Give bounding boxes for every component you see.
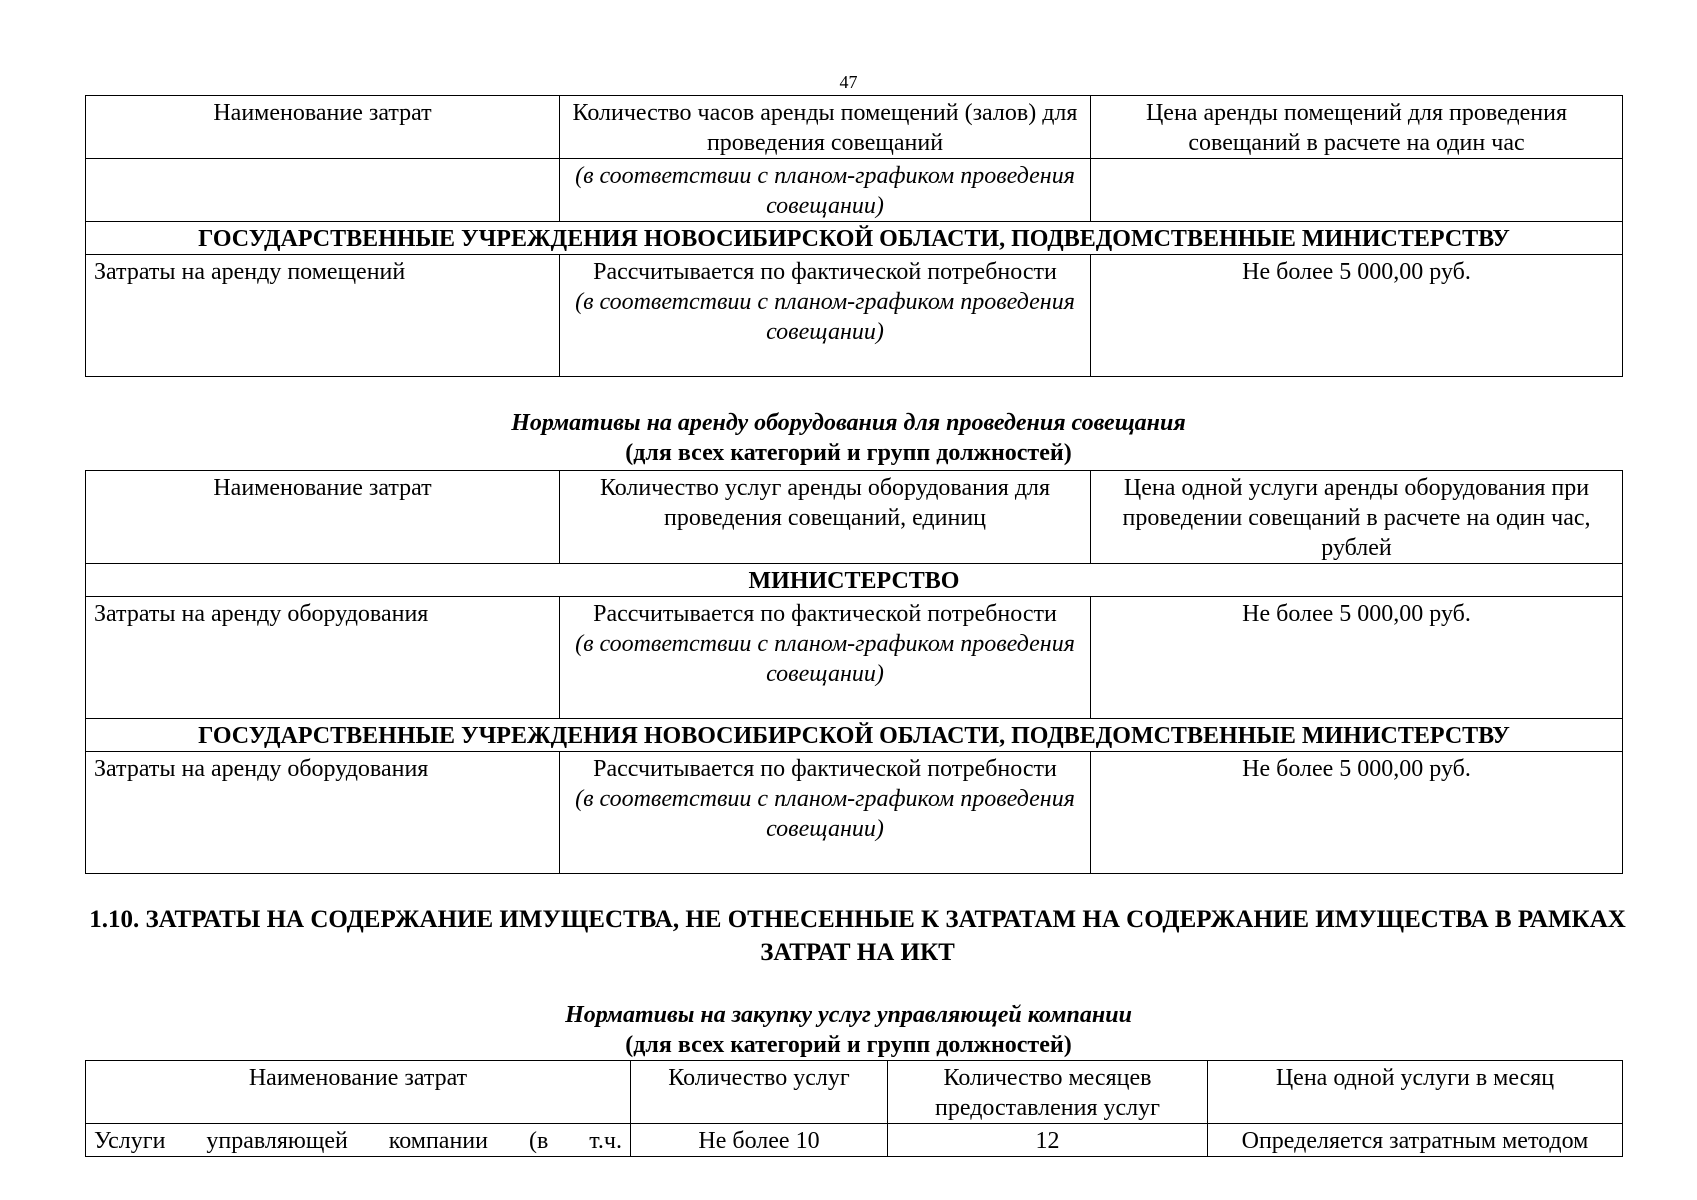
cell-quantity: Не более 10 — [631, 1124, 888, 1157]
page-number: 47 — [839, 72, 858, 92]
section-row — [86, 719, 1623, 752]
quantity-note-text: (в соответствии с планом-графиком проведения совещании) — [575, 786, 1075, 842]
section-row — [86, 564, 1623, 597]
quantity-text: Рассчитывается по фактической потребности — [593, 756, 1057, 782]
cell-quantity-note — [560, 159, 1091, 222]
equipment-rent-table — [85, 470, 1623, 874]
heading-subtitle: (для всех категорий и групп должностей) — [625, 1032, 1072, 1058]
table-header-row — [86, 471, 1623, 564]
cell-price: Не более 5 000,00 руб. — [1091, 255, 1623, 377]
cell-cost-name: Затраты на аренду оборудования — [86, 597, 560, 719]
cell-quantity — [560, 255, 1091, 377]
header-service-quantity: Количество услуг аренды оборудования для проведения совещаний, единиц — [560, 471, 1091, 564]
equipment-rent-heading — [0, 408, 1697, 468]
cell-months: 12 — [888, 1124, 1208, 1157]
quantity-text: Рассчитывается по фактической потребности — [593, 259, 1057, 285]
cell-quantity — [560, 597, 1091, 719]
quantity-note-text: (в соответствии с планом-графиком проведения совещании) — [575, 289, 1075, 345]
header-cost-name: Наименование затрат — [86, 96, 560, 159]
cell-cost-name: Затраты на аренду оборудования — [86, 752, 560, 874]
header-hour-price: Цена аренды помещений для проведения совещаний в расчете на один час — [1091, 96, 1623, 159]
section-institutions: ГОСУДАРСТВЕННЫЕ УЧРЕЖДЕНИЯ НОВОСИБИРСКОЙ ОБЛАСТИ, ПОДВЕДОМСТВЕННЫЕ МИНИСТЕРСТВУ — [86, 222, 1623, 255]
premises-rent-table — [85, 95, 1623, 377]
header-cost-name: Наименование затрат — [86, 471, 560, 564]
header-cost-name: Наименование затрат — [86, 1061, 631, 1124]
cell-price: Определяется затратным методом — [1208, 1124, 1623, 1157]
header-hours-quantity: Количество часов аренды помещений (залов) для проведения совещаний — [560, 96, 1091, 159]
table-row — [86, 597, 1623, 719]
header-service-quantity: Количество услуг — [631, 1061, 888, 1124]
quantity-note-text: (в соответствии с планом-графиком проведения совещании) — [575, 163, 1075, 219]
section-title: 1.10. ЗАТРАТЫ НА СОДЕРЖАНИЕ ИМУЩЕСТВА, НЕ ОТНЕСЕННЫЕ К ЗАТРАТАМ НА СОДЕРЖАНИЕ ИМУЩЕСТВА В РАМКАХ ЗАТРАТ НА ИКТ — [89, 906, 1626, 966]
header-months: Количество месяцев предоставления услуг — [888, 1061, 1208, 1124]
cell-price: Не более 5 000,00 руб. — [1091, 752, 1623, 874]
quantity-text: Рассчитывается по фактической потребности — [593, 601, 1057, 627]
cell-cost-name — [86, 159, 560, 222]
table-header-row — [86, 1061, 1623, 1124]
management-company-heading — [0, 1000, 1697, 1060]
header-service-price: Цена одной услуги аренды оборудования при проведении совещаний в расчете на один час, рублей — [1091, 471, 1623, 564]
table-row — [86, 752, 1623, 874]
table-row — [86, 159, 1623, 222]
header-monthly-price: Цена одной услуги в месяц — [1208, 1061, 1623, 1124]
section-ministry: МИНИСТЕРСТВО — [86, 564, 1623, 597]
heading-subtitle: (для всех категорий и групп должностей) — [625, 440, 1072, 466]
table-row — [86, 255, 1623, 377]
management-company-table — [85, 1060, 1623, 1157]
cell-quantity — [560, 752, 1091, 874]
table-row — [86, 1124, 1623, 1157]
heading-title: Нормативы на аренду оборудования для проведения совещания — [511, 410, 1186, 436]
cell-cost-name: Затраты на аренду помещений — [86, 255, 560, 377]
section-institutions: ГОСУДАРСТВЕННЫЕ УЧРЕЖДЕНИЯ НОВОСИБИРСКОЙ ОБЛАСТИ, ПОДВЕДОМСТВЕННЫЕ МИНИСТЕРСТВУ — [86, 719, 1623, 752]
cell-price: Не более 5 000,00 руб. — [1091, 597, 1623, 719]
heading-title: Нормативы на закупку услуг управляющей компании — [565, 1002, 1132, 1028]
table-header-row — [86, 96, 1623, 159]
quantity-note-text: (в соответствии с планом-графиком проведения совещании) — [575, 631, 1075, 687]
section-row — [86, 222, 1623, 255]
cell-price — [1091, 159, 1623, 222]
cell-cost-name: Услуги управляющей компании (в т.ч. — [86, 1124, 631, 1157]
